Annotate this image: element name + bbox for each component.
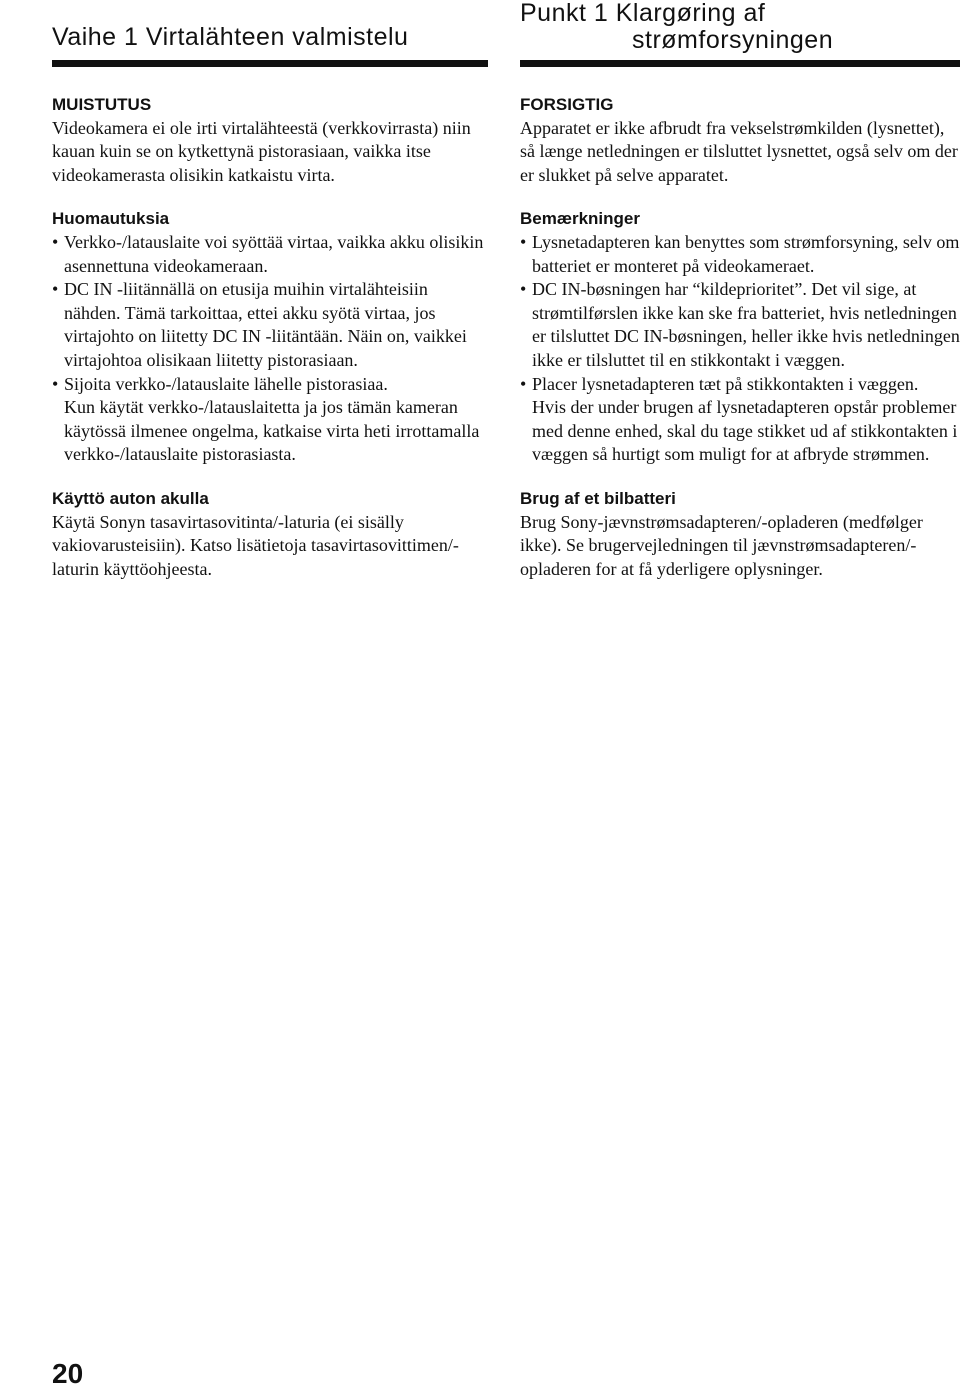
note-item: [52, 373, 488, 467]
note-text: Sijoita verkko-/latauslaite lähelle pistorasiaa.: [64, 373, 388, 394]
car-battery-text: Käytä Sonyn tasavirtasovitinta/-laturia (ei sisälly vakiovarusteisiin). Katso lisätietoja tasavirtasovittimen/-laturin käyttöohjeesta.: [52, 511, 459, 579]
notes-list: [52, 231, 488, 467]
note-item: [520, 231, 960, 278]
notes-block: [52, 207, 488, 467]
caution-text: Apparatet er ikke afbrudt fra vekselstrømkilden (lysnettet), så længe netledningen er tilsluttet lysnettet, også selv om der er slukket på selve apparatet.: [520, 117, 958, 185]
note-text: DC IN-bøsningen har “kildeprioritet”. Det vil sige, at strømtilførslen ikke kan ske fra batteriet, hvis netledningen er tilsluttet DC IN-bøsningen, heller ikke hvis netledningen ikke er tilsluttet til en stikkontakt i væggen.: [532, 279, 960, 370]
bullet-icon: •: [520, 231, 527, 252]
note-text: Lysnetadapteren kan benyttes som strømforsyning, selv om batteriet er monteret på videokameraet.: [532, 231, 960, 276]
car-battery-heading: Käyttö auton akulla: [52, 488, 209, 508]
caution-heading: FORSIGTIG: [520, 95, 614, 114]
notes-list: [520, 231, 960, 467]
page-title-danish: [520, 0, 960, 54]
page-number: 20: [52, 1358, 84, 1389]
notes-heading: Bemærkninger: [520, 209, 640, 229]
bullet-icon: •: [52, 373, 59, 394]
caution-block: [520, 93, 960, 187]
car-battery-heading: Brug af et bilbatteri: [520, 488, 676, 508]
finnish-content: [52, 93, 488, 601]
title-rule: [520, 60, 960, 67]
bullet-icon: •: [52, 231, 59, 252]
caution-block: [52, 93, 488, 187]
note-item: [52, 231, 488, 278]
bullet-icon: •: [520, 373, 527, 394]
note-text: Placer lysnetadapteren tæt på stikkontakten i væggen.: [532, 373, 919, 394]
note-item: [520, 373, 960, 467]
caution-text: Videokamera ei ole irti virtalähteestä (verkkovirrasta) niin kauan kuin se on kytkettynä pistorasiaan, vaikka itse videokamerasta olisikin katkaistu virta.: [52, 117, 471, 185]
bullet-icon: •: [52, 279, 59, 300]
caution-heading: MUISTUTUS: [52, 95, 152, 114]
title-line-1: Punkt 1 Klargøring af: [520, 0, 766, 27]
car-battery-block: [520, 487, 960, 581]
note-text: DC IN -liitännällä on etusija muihin virtalähteisiin nähden. Tämä tarkoittaa, ettei akku syötä virtaa, jos virtajohto on liitetty DC IN -liitäntään. Näin on, vaikkei virtajohtoa olisikaan liitetty pistorasiaan.: [64, 279, 467, 370]
note-text: Verkko-/latauslaite voi syöttää virtaa, vaikka akku olisikin asennettuna videokameraan.: [64, 231, 484, 276]
page-title-finnish: Vaihe 1 Virtalähteen valmistelu: [52, 23, 409, 51]
notes-block: [520, 207, 960, 467]
note-item: [52, 278, 488, 372]
car-battery-text: Brug Sony-jævnstrømsadapteren/-opladeren (medfølger ikke). Se brugervejledningen til jævnstrømsadapteren/-opladeren for at få yderligere oplysninger.: [520, 511, 923, 579]
car-battery-block: [52, 487, 488, 581]
note-extra-text: Hvis der under brugen af lysnetadapteren opstår problemer med denne enhed, skal du tage stikket ud af stikkontakten i væggen så hurtigt som muligt for at afbryde strømmen.: [532, 397, 958, 465]
title-line-2: strømforsyningen: [632, 26, 834, 54]
danish-content: [520, 93, 960, 601]
bullet-icon: •: [520, 279, 527, 300]
note-extra-text: Kun käytät verkko-/latauslaitetta ja jos tämän kameran käytössä ilmenee ongelma, katkaise virta heti irrottamalla verkko-/latauslaite pistorasiasta.: [64, 397, 480, 465]
note-item: [520, 278, 960, 372]
title-rule: [52, 60, 488, 67]
notes-heading: Huomautuksia: [52, 209, 170, 229]
